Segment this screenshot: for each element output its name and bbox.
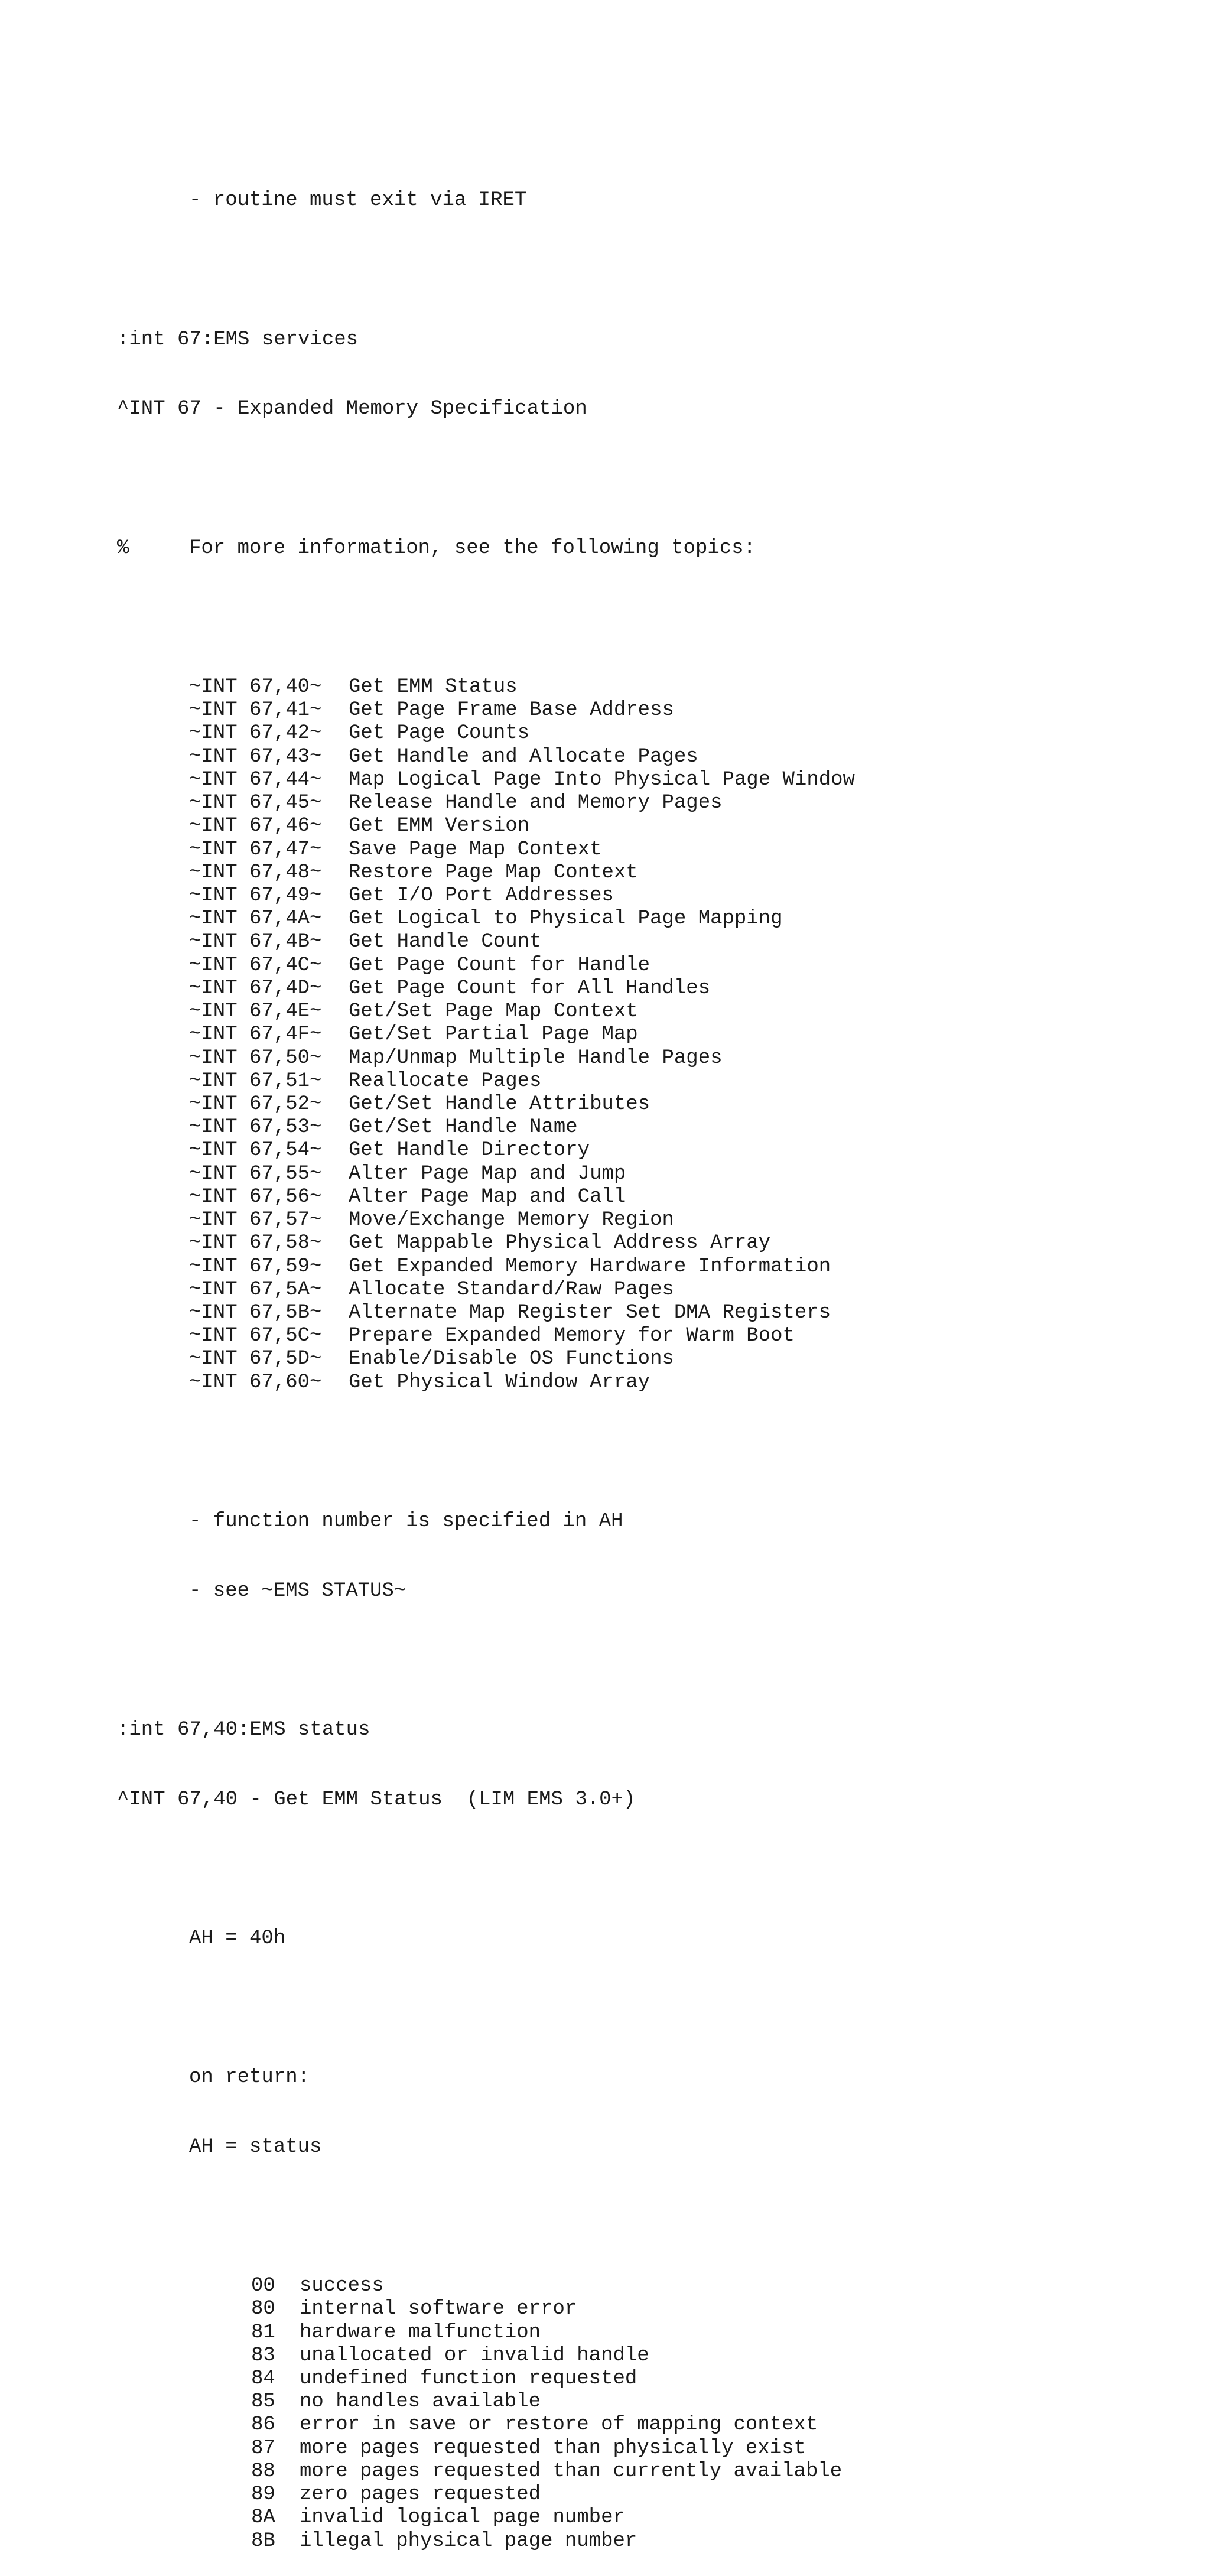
function-row bbox=[117, 1325, 1180, 1348]
function-code-link[interactable]: ~INT 67,5B~ bbox=[189, 1301, 322, 1324]
function-row bbox=[117, 884, 1180, 908]
status-description: internal software error bbox=[300, 2298, 577, 2321]
function-description: Reallocate Pages bbox=[349, 1069, 542, 1092]
function-row bbox=[117, 977, 1180, 1000]
function-code-link[interactable]: ~INT 67,55~ bbox=[189, 1162, 322, 1185]
function-description: Get Page Frame Base Address bbox=[349, 699, 674, 722]
function-row bbox=[117, 1163, 1180, 1186]
status-code-row bbox=[117, 2483, 1180, 2506]
function-description: Get Page Count for Handle bbox=[349, 954, 650, 977]
function-description: Get Mappable Physical Address Array bbox=[349, 1232, 771, 1255]
status-description: invalid logical page number bbox=[300, 2506, 625, 2529]
function-code-link[interactable]: ~INT 67,58~ bbox=[189, 1232, 322, 1255]
function-code-link[interactable]: ~INT 67,48~ bbox=[189, 861, 322, 884]
function-description: Get Expanded Memory Hardware Information bbox=[349, 1255, 831, 1278]
spacer bbox=[117, 467, 1180, 490]
function-description: Get/Set Partial Page Map bbox=[349, 1023, 638, 1046]
function-description: Get Page Counts bbox=[349, 722, 530, 745]
function-row bbox=[117, 746, 1180, 769]
function-description: Map/Unmap Multiple Handle Pages bbox=[349, 1046, 723, 1069]
status-code-list bbox=[117, 2275, 1180, 2553]
function-code-link[interactable]: ~INT 67,46~ bbox=[189, 815, 322, 838]
function-row bbox=[117, 1116, 1180, 1139]
info-marker: % bbox=[117, 536, 129, 560]
ems-topic-line: :int 67:EMS services bbox=[117, 328, 359, 351]
function-row bbox=[117, 1348, 1180, 1371]
function-description: Prepare Expanded Memory for Warm Boot bbox=[349, 1325, 795, 1348]
spacer bbox=[117, 1440, 1180, 1463]
status-code-row bbox=[117, 2390, 1180, 2414]
function-code-link[interactable]: ~INT 67,42~ bbox=[189, 722, 322, 745]
status-code-row bbox=[117, 2437, 1180, 2460]
function-row bbox=[117, 931, 1180, 954]
info-text: For more information, see the following topics: bbox=[189, 536, 756, 560]
status-description: no handles available bbox=[300, 2390, 541, 2414]
function-description: Get I/O Port Addresses bbox=[349, 884, 614, 907]
function-code-link[interactable]: ~INT 67,50~ bbox=[189, 1046, 322, 1069]
function-description: Restore Page Map Context bbox=[349, 861, 638, 884]
status-code: 89 bbox=[251, 2483, 275, 2506]
function-row bbox=[117, 1256, 1180, 1279]
function-row bbox=[117, 1070, 1180, 1093]
status-code: 88 bbox=[251, 2460, 275, 2483]
function-description: Get Logical to Physical Page Mapping bbox=[349, 908, 783, 931]
function-description: Get/Set Handle Attributes bbox=[349, 1092, 650, 1115]
function-code-link[interactable]: ~INT 67,56~ bbox=[189, 1185, 322, 1208]
spacer bbox=[117, 2205, 1180, 2228]
status-code: 00 bbox=[251, 2275, 275, 2298]
function-row bbox=[117, 815, 1180, 838]
status-code-row bbox=[117, 2275, 1180, 2298]
status-code-row bbox=[117, 2298, 1180, 2321]
status-code-row bbox=[117, 2506, 1180, 2529]
function-code-link[interactable]: ~INT 67,4B~ bbox=[189, 931, 322, 954]
status-code: 84 bbox=[251, 2367, 275, 2390]
status-code-row bbox=[117, 2344, 1180, 2367]
status-code: 83 bbox=[251, 2344, 275, 2367]
exit-note: - routine must exit via IRET bbox=[189, 189, 527, 212]
function-list bbox=[117, 676, 1180, 1394]
function-row bbox=[117, 861, 1180, 884]
status-description: undefined function requested bbox=[300, 2367, 637, 2390]
status-topic-line: :int 67,40:EMS status bbox=[117, 1718, 370, 1741]
function-row bbox=[117, 769, 1180, 792]
function-row bbox=[117, 1023, 1180, 1046]
status-code-row bbox=[117, 2530, 1180, 2553]
ems-title-line: ^INT 67 - Expanded Memory Specification bbox=[117, 398, 587, 421]
spacer bbox=[117, 1997, 1180, 2020]
document-page bbox=[117, 143, 1180, 2576]
function-code-link[interactable]: ~INT 67,41~ bbox=[189, 699, 322, 722]
status-code: 80 bbox=[251, 2298, 275, 2321]
function-description: Alter Page Map and Jump bbox=[349, 1162, 626, 1185]
function-code-link[interactable]: ~INT 67,4C~ bbox=[189, 954, 322, 977]
status-code-row bbox=[117, 2321, 1180, 2344]
status-code-row bbox=[117, 2460, 1180, 2483]
function-row bbox=[117, 676, 1180, 699]
function-code-link[interactable]: ~INT 67,40~ bbox=[189, 676, 322, 699]
function-description: Get Handle Directory bbox=[349, 1139, 590, 1162]
function-row bbox=[117, 1302, 1180, 1325]
function-code-link[interactable]: ~INT 67,51~ bbox=[189, 1069, 322, 1092]
status-description: success bbox=[300, 2275, 384, 2298]
status-description: more pages requested than currently available bbox=[300, 2460, 843, 2483]
function-code-link[interactable]: ~INT 67,57~ bbox=[189, 1209, 322, 1232]
function-code-link[interactable]: ~INT 67,4F~ bbox=[189, 1023, 322, 1046]
status-code: 81 bbox=[251, 2321, 275, 2344]
function-code-link[interactable]: ~INT 67,60~ bbox=[189, 1371, 322, 1394]
function-row bbox=[117, 792, 1180, 815]
status-description: zero pages requested bbox=[300, 2483, 541, 2506]
on-return-line: on return: bbox=[189, 2066, 310, 2089]
status-description: unallocated or invalid handle bbox=[300, 2344, 649, 2367]
function-description: Alternate Map Register Set DMA Registers bbox=[349, 1301, 831, 1324]
function-code-link[interactable]: ~INT 67,45~ bbox=[189, 792, 322, 815]
function-code-link[interactable]: ~INT 67,59~ bbox=[189, 1255, 322, 1278]
spacer bbox=[117, 1649, 1180, 1672]
status-title-line: ^INT 67,40 - Get EMM Status (LIM EMS 3.0+) bbox=[117, 1788, 636, 1811]
ah-output-line: AH = status bbox=[189, 2135, 322, 2158]
status-code-row bbox=[117, 2367, 1180, 2390]
spacer bbox=[117, 606, 1180, 629]
function-description: Save Page Map Context bbox=[349, 838, 602, 861]
function-row bbox=[117, 1209, 1180, 1232]
function-description: Allocate Standard/Raw Pages bbox=[349, 1278, 674, 1301]
function-code-link[interactable]: ~INT 67,5C~ bbox=[189, 1325, 322, 1348]
function-description: Get Page Count for All Handles bbox=[349, 977, 711, 1000]
function-row bbox=[117, 908, 1180, 931]
status-code: 86 bbox=[251, 2414, 275, 2437]
function-description: Map Logical Page Into Physical Page Window bbox=[349, 768, 855, 791]
ah-input-line: AH = 40h bbox=[189, 1927, 286, 1950]
function-code-link[interactable]: ~INT 67,49~ bbox=[189, 884, 322, 907]
info-line bbox=[117, 537, 1180, 560]
function-code-link[interactable]: ~INT 67,4A~ bbox=[189, 908, 322, 931]
function-description: Get Physical Window Array bbox=[349, 1371, 650, 1394]
function-code-link[interactable]: ~INT 67,53~ bbox=[189, 1116, 322, 1139]
function-description: Get Handle Count bbox=[349, 931, 542, 954]
function-row bbox=[117, 954, 1180, 977]
note-function-number: - function number is specified in AH bbox=[189, 1510, 623, 1533]
status-description: hardware malfunction bbox=[300, 2321, 541, 2344]
status-code: 8A bbox=[251, 2506, 275, 2529]
function-code-link[interactable]: ~INT 67,54~ bbox=[189, 1139, 322, 1162]
function-code-link[interactable]: ~INT 67,52~ bbox=[189, 1092, 322, 1115]
function-description: Get/Set Page Map Context bbox=[349, 1000, 638, 1023]
function-code-link[interactable]: ~INT 67,44~ bbox=[189, 768, 322, 791]
function-description: Get EMM Version bbox=[349, 815, 530, 838]
spacer bbox=[117, 259, 1180, 282]
function-row bbox=[117, 699, 1180, 722]
function-description: Alter Page Map and Call bbox=[349, 1185, 626, 1208]
function-row bbox=[117, 1093, 1180, 1116]
function-row bbox=[117, 722, 1180, 745]
function-row bbox=[117, 1000, 1180, 1023]
function-row bbox=[117, 1279, 1180, 1302]
function-row bbox=[117, 838, 1180, 861]
function-row bbox=[117, 1186, 1180, 1209]
function-description: Get Handle and Allocate Pages bbox=[349, 745, 698, 768]
function-row bbox=[117, 1232, 1180, 1255]
note-see-ems-status: - see ~EMS STATUS~ bbox=[189, 1579, 406, 1602]
status-code: 85 bbox=[251, 2390, 275, 2414]
spacer bbox=[117, 1858, 1180, 1881]
function-code-link[interactable]: ~INT 67,47~ bbox=[189, 838, 322, 861]
status-code: 87 bbox=[251, 2437, 275, 2460]
function-code-link[interactable]: ~INT 67,4E~ bbox=[189, 1000, 322, 1023]
function-code-link[interactable]: ~INT 67,5A~ bbox=[189, 1278, 322, 1301]
function-code-link[interactable]: ~INT 67,5D~ bbox=[189, 1348, 322, 1371]
function-row bbox=[117, 1139, 1180, 1162]
function-row bbox=[117, 1047, 1180, 1070]
status-description: illegal physical page number bbox=[300, 2529, 637, 2552]
function-code-link[interactable]: ~INT 67,4D~ bbox=[189, 977, 322, 1000]
status-description: error in save or restore of mapping context bbox=[300, 2414, 818, 2437]
function-description: Get/Set Handle Name bbox=[349, 1116, 578, 1139]
function-code-link[interactable]: ~INT 67,43~ bbox=[189, 745, 322, 768]
function-description: Move/Exchange Memory Region bbox=[349, 1209, 674, 1232]
function-row bbox=[117, 1371, 1180, 1394]
function-description: Enable/Disable OS Functions bbox=[349, 1348, 674, 1371]
status-description: more pages requested than physically exist bbox=[300, 2437, 806, 2460]
function-description: Get EMM Status bbox=[349, 676, 518, 699]
status-code-row bbox=[117, 2414, 1180, 2437]
status-code: 8B bbox=[251, 2529, 275, 2552]
function-description: Release Handle and Memory Pages bbox=[349, 792, 723, 815]
